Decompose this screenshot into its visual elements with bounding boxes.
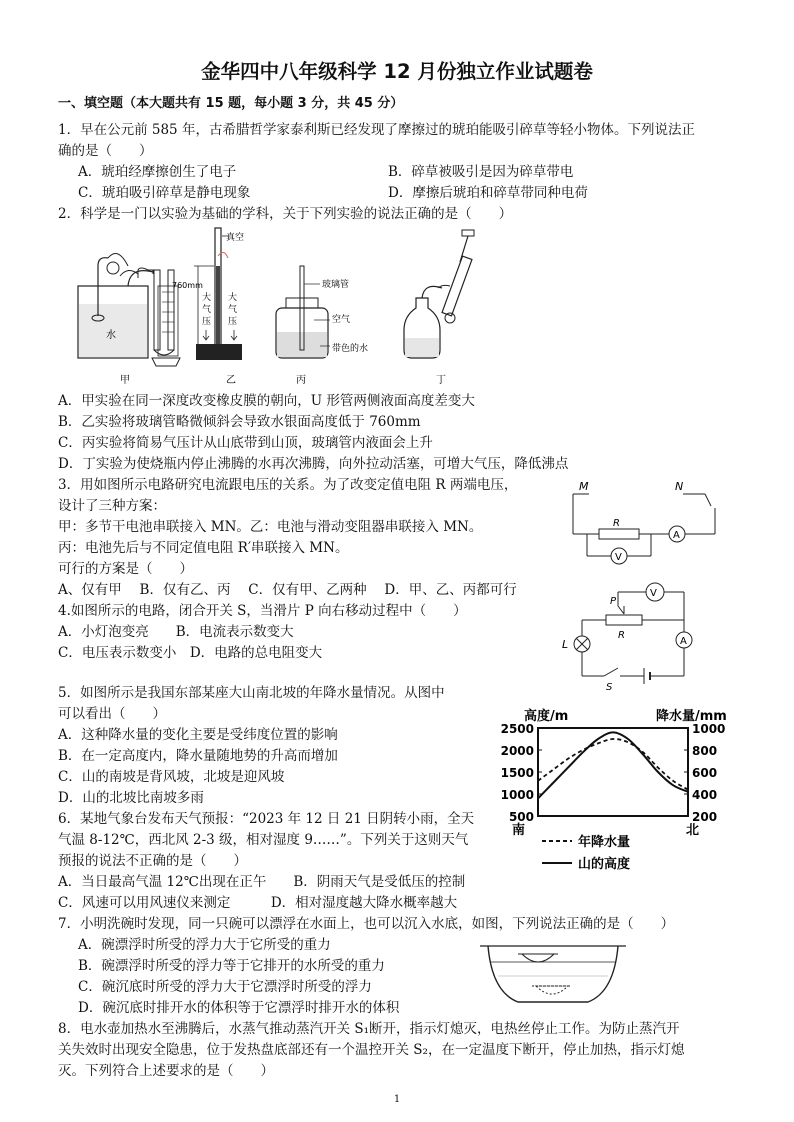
q5-stem-line2: 可以看出（ ）	[58, 706, 166, 722]
ammeter-symbol: A	[680, 636, 687, 647]
q7-option-a: A．碗漂浮时所受的浮力大于它所受的重力	[78, 937, 331, 953]
q6-stem-line2: 气温 8-12℃，西北风 2-3 级，相对湿度 9……”。下列关于这则天气	[58, 832, 469, 848]
page-title: 金华四中八年级科学 12 月份独立作业试题卷	[201, 60, 593, 83]
q1-stem-line1: 1．早在公元前 585 年，古希腊哲学家泰利斯已经发现了摩擦过的琥珀能吸引碎草等轻小物体。下列说法正	[58, 122, 695, 138]
terminal-m: M	[579, 480, 589, 493]
right-tick-label: 800	[692, 744, 718, 758]
legend-solid-label: 山的高度	[578, 857, 631, 872]
q7-option-c: C．碗沉底时所受的浮力大于它漂浮时所受的浮力	[78, 979, 372, 995]
lamp-l-label: L	[562, 638, 569, 651]
atm-left-3: 压	[202, 317, 212, 327]
q8-stem-line1: 8．电水壶加热水至沸腾后，水蒸气推动蒸汽开关 S₁断开，指示灯熄灭，电热丝停止工作。为防止蒸汽开	[58, 1021, 680, 1037]
q6-options-cd: C．风速可以用风速仪来测定 D．相对湿度越大降水概率越大	[58, 895, 458, 911]
right-tick-label: 400	[692, 788, 718, 802]
q3-stem-line1: 3．用如图所示电路研究电流跟电压的关系。为了改变定值电阻 R 两端电压，	[58, 477, 518, 493]
q3-plan-line2: 丙：电池先后与不同定值电阻 R′串联接入 MN。	[58, 540, 349, 556]
left-axis-ticks	[501, 722, 542, 824]
q4-circuit-diagram	[560, 580, 710, 692]
760mm-label: 760mm	[172, 281, 203, 290]
q1-option-c: C．琥珀吸引碎草是静电现象	[78, 185, 251, 201]
left-tick-label: 2500	[500, 722, 534, 736]
q5-stem-line1: 5．如图所示是我国东部某座大山南北坡的年降水量情况。从图中	[58, 685, 445, 701]
left-tick-label: 2000	[500, 744, 534, 758]
x-category-south: 南	[512, 823, 526, 838]
q1-option-b: B．碎草被吸引是因为碎草带电	[388, 164, 574, 180]
atm-right-2: 气	[228, 305, 238, 315]
terminal-n: N	[675, 480, 684, 493]
q4-options-cd: C．电压表示数变小 D．电路的总电阻变大	[58, 645, 323, 661]
q4-options-ab: A．小灯泡变亮 B．电流表示数变大	[58, 624, 294, 640]
q6-options-ab: A．当日最高气温 12℃出现在正午 B．阴雨天气是受低压的控制	[58, 874, 466, 890]
switch-s-label: S	[606, 682, 613, 692]
q7-stem: 7．小明洗碗时发现，同一只碗可以漂浮在水面上，也可以沉入水底，如图，下列说法正确的是（ ）	[58, 916, 675, 932]
atm-left-2: 气	[202, 305, 212, 315]
q3-options: A、仅有甲 B．仅有乙、丙 C．仅有甲、乙两种 D．甲、乙、丙都可行	[58, 582, 517, 598]
atm-left-1: 大	[202, 293, 212, 303]
glass-tube-label: 玻璃管	[322, 280, 350, 290]
page-number: 1	[393, 1094, 401, 1105]
q2-experiment-figures	[58, 226, 498, 386]
q5-option-a: A．这种降水量的变化主要是受纬度位置的影响	[58, 727, 338, 743]
figure-jia	[78, 254, 180, 387]
left-tick-label: 1500	[500, 766, 534, 780]
q1-stem-line2: 确的是（ ）	[58, 143, 153, 159]
figure-ding	[404, 230, 474, 386]
water-label: 水	[106, 330, 116, 341]
figure-bing	[276, 266, 368, 386]
label-jia: 甲	[120, 375, 130, 386]
right-tick-label: 600	[692, 766, 718, 780]
ammeter-symbol: A	[673, 530, 680, 541]
q6-stem-line1: 6．某地气象台发布天气预报：“2023 年 12 日 21 日阴转小雨，全天	[58, 811, 475, 827]
q4-stem: 4.如图所示的电路，闭合开关 S，当滑片 P 向右移动过程中（ ）	[58, 603, 467, 619]
q1-option-d: D．摩擦后琥珀和碎草带同种电荷	[388, 185, 588, 201]
q7-option-b: B．碗漂浮时所受的浮力等于它排开的水所受的重力	[78, 958, 385, 974]
left-tick-label: 500	[508, 810, 534, 824]
legend-dashed-label: 年降水量	[578, 835, 631, 850]
q2-stem: 2．科学是一门以实验为基础的学科，关于下列实验的说法正确的是（ ）	[58, 206, 513, 222]
left-axis-label: 高度/m	[524, 709, 569, 724]
label-yi: 乙	[226, 375, 236, 386]
colored-water-label: 带色的水	[332, 344, 369, 354]
q8-stem-line3: 灭。下列符合上述要求的是（ ）	[58, 1063, 274, 1079]
resistor-r-label: R	[613, 518, 620, 529]
q3-circuit-diagram	[565, 476, 735, 568]
right-axis-label: 降水量/mm	[656, 709, 727, 724]
q2-option-b: B．乙实验将玻璃管略微倾斜会导致水银面高度低于 760mm	[58, 414, 421, 430]
q5-mountain-chart	[490, 706, 750, 874]
voltmeter-symbol: V	[615, 552, 622, 563]
q3-stem-line2: 设计了三种方案：	[58, 498, 166, 514]
q5-option-c: C．山的南坡是背风坡，北坡是迎风坡	[58, 769, 285, 785]
air-label: 空气	[332, 315, 351, 325]
slider-p-label: P	[610, 596, 617, 607]
x-category-north: 北	[686, 823, 700, 838]
figure-yi	[172, 228, 244, 386]
section-heading: 一、填空题（本大题共有 15 题，每小题 3 分，共 45 分）	[58, 96, 404, 111]
left-tick-label: 1000	[500, 788, 534, 802]
series-annual-precipitation	[538, 739, 688, 790]
q3-stem-line3: 可行的方案是（ ）	[58, 561, 193, 577]
label-bing: 丙	[296, 375, 306, 386]
q2-option-a: A．甲实验在同一深度改变橡皮膜的朝向，U 形管两侧液面高度差变大	[58, 393, 475, 409]
right-tick-label: 1000	[692, 722, 726, 736]
q8-stem-line2: 关失效时出现安全隐患，位于发热盘底部还有一个温控开关 S₂，在一定温度下断开，停止加热，指示灯熄	[58, 1042, 685, 1058]
q2-option-c: C．丙实验将简易气压计从山底带到山顶，玻璃管内液面会上升	[58, 435, 433, 451]
resistor-r-label: R	[618, 630, 625, 641]
series-mountain-height	[538, 732, 688, 798]
q2-option-d: D．丁实验为使烧瓶内停止沸腾的水再次沸腾，向外拉动活塞，可增大气压，降低沸点	[58, 456, 569, 472]
q7-bowl-figure	[478, 940, 628, 1010]
atm-right-3: 压	[228, 317, 238, 327]
atm-right-1: 大	[228, 293, 238, 303]
right-tick-label: 200	[692, 810, 718, 824]
label-ding: 丁	[436, 375, 446, 386]
q3-plan-line1: 甲：多节干电池串联接入 MN。乙：电池与滑动变阻器串联接入 MN。	[58, 519, 483, 535]
q5-option-d: D．山的北坡比南坡多雨	[58, 790, 204, 806]
q6-stem-line3: 预报的说法不正确的是（ ）	[58, 853, 247, 869]
q1-option-a: A．琥珀经摩擦创生了电子	[78, 164, 237, 180]
voltmeter-symbol: V	[650, 588, 657, 599]
right-axis-ticks	[684, 722, 725, 824]
q7-option-d: D．碗沉底时排开水的体积等于它漂浮时排开水的体积	[78, 1000, 400, 1016]
vacuum-label: 真空	[226, 233, 245, 243]
q5-option-b: B．在一定高度内，降水量随地势的升高而增加	[58, 748, 338, 764]
